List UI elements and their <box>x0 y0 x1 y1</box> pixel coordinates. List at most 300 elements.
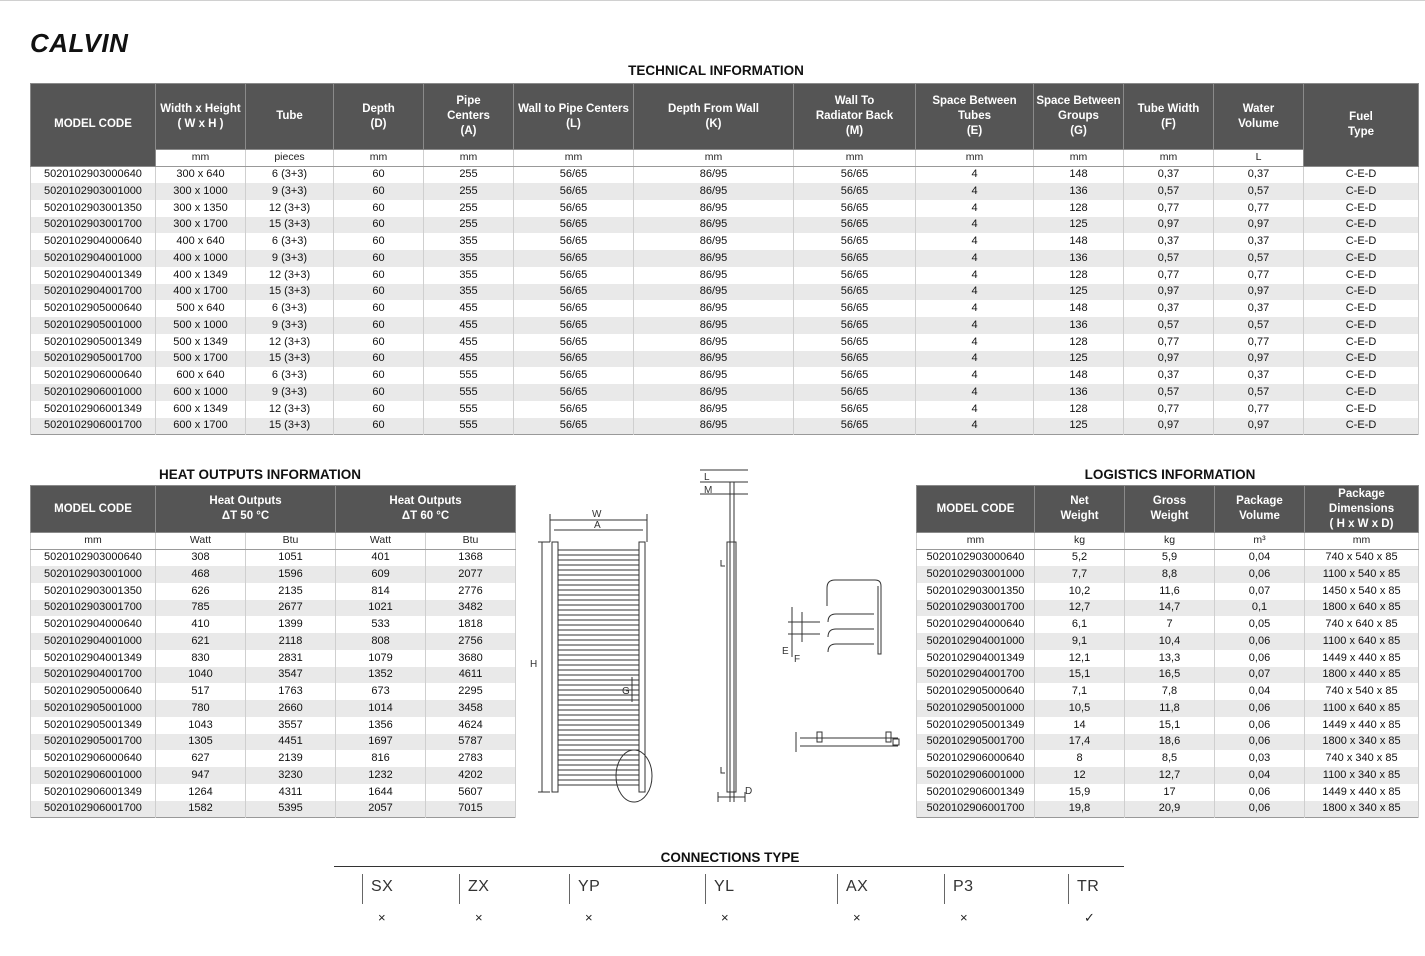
table-cell: 4 <box>916 317 1034 334</box>
table-cell: 2783 <box>426 750 516 767</box>
table-cell: C-E-D <box>1304 250 1419 267</box>
table-cell: 300 x 640 <box>156 166 246 183</box>
table-cell: 1100 x 540 x 85 <box>1305 566 1419 583</box>
table-cell: 0,97 <box>1214 217 1304 234</box>
table-cell: 255 <box>424 183 514 200</box>
check-icon: ✓ <box>1084 910 1095 925</box>
table-cell: 11,6 <box>1125 583 1215 600</box>
table-cell: 355 <box>424 233 514 250</box>
table-cell: 4 <box>916 250 1034 267</box>
table-cell: 0,57 <box>1214 183 1304 200</box>
connection-code: AX <box>846 878 869 895</box>
table-row <box>917 616 1419 633</box>
table-cell: 125 <box>1034 217 1124 234</box>
table-row <box>31 767 516 784</box>
cross-icon: × <box>378 910 386 925</box>
column-header: Wall To Radiator Back (M) <box>794 84 916 150</box>
table-cell: 300 x 1000 <box>156 183 246 200</box>
table-cell: 12 (3+3) <box>246 267 334 284</box>
cross-icon: × <box>853 910 861 925</box>
table-cell: 86/95 <box>634 418 794 435</box>
radiator-tube <box>558 650 639 655</box>
table-cell: 86/95 <box>634 200 794 217</box>
table-row <box>31 700 516 717</box>
table-cell: 10,5 <box>1035 700 1125 717</box>
table-cell: 5020102904000640 <box>31 616 156 633</box>
radiator-tube <box>558 660 639 665</box>
table-row <box>917 683 1419 700</box>
table-cell: 600 x 1349 <box>156 401 246 418</box>
table-cell: 255 <box>424 200 514 217</box>
table-cell: 1356 <box>336 717 426 734</box>
table-cell: 5020102903001350 <box>917 583 1035 600</box>
table-cell: 2139 <box>246 750 336 767</box>
unit-cell: mm <box>1124 150 1214 167</box>
table-cell: 0,57 <box>1214 384 1304 401</box>
table-cell: 56/65 <box>514 217 634 234</box>
table-cell: 5020102903001700 <box>917 600 1035 617</box>
connection-type-p3 <box>944 874 1004 924</box>
connection-type-ax <box>837 874 897 924</box>
table-cell: 56/65 <box>514 300 634 317</box>
table-cell: 300 x 1350 <box>156 200 246 217</box>
table-cell: C-E-D <box>1304 284 1419 301</box>
table-row <box>31 267 1419 284</box>
table-cell: 0,57 <box>1214 250 1304 267</box>
table-cell: 56/65 <box>514 418 634 435</box>
table-cell: 60 <box>334 351 424 368</box>
table-row <box>31 233 1419 250</box>
table-cell: 86/95 <box>634 233 794 250</box>
table-cell: 12 (3+3) <box>246 401 334 418</box>
connection-code: YP <box>578 878 601 895</box>
unit-cell: mm <box>156 150 246 167</box>
unit-cell: mm <box>1305 533 1419 550</box>
table-cell: 1399 <box>246 616 336 633</box>
column-header: Tube Width (F) <box>1124 84 1214 150</box>
table-row <box>31 583 516 600</box>
connection-symbol <box>837 874 883 904</box>
table-cell: 9 (3+3) <box>246 183 334 200</box>
table-cell: 13,3 <box>1125 650 1215 667</box>
table-cell: 125 <box>1034 284 1124 301</box>
table-cell: 5020102904001000 <box>31 250 156 267</box>
table-cell: 5395 <box>246 801 336 818</box>
table-cell: C-E-D <box>1304 166 1419 183</box>
table-cell: 56/65 <box>514 401 634 418</box>
table-cell: 0,97 <box>1124 418 1214 435</box>
table-cell: 15 (3+3) <box>246 284 334 301</box>
table-cell: 1305 <box>156 734 246 751</box>
table-cell: 5607 <box>426 784 516 801</box>
table-cell: 0,03 <box>1215 750 1305 767</box>
table-cell: 5020102905001700 <box>31 351 156 368</box>
table-cell: 500 x 1000 <box>156 317 246 334</box>
table-cell: 400 x 640 <box>156 233 246 250</box>
table-cell: C-E-D <box>1304 267 1419 284</box>
table-cell: 125 <box>1034 418 1124 435</box>
table-row <box>31 633 516 650</box>
table-cell: 5020102903001350 <box>31 200 156 217</box>
table-cell: 4 <box>916 200 1034 217</box>
table-cell: 128 <box>1034 200 1124 217</box>
table-cell: 5020102906001700 <box>31 418 156 435</box>
table-row <box>31 801 516 818</box>
column-header: Gross Weight <box>1125 486 1215 533</box>
table-cell: 56/65 <box>794 250 916 267</box>
units-row <box>917 533 1419 550</box>
table-cell: 5020102906001000 <box>917 767 1035 784</box>
unit-cell: m³ <box>1215 533 1305 550</box>
unit-cell: mm <box>31 533 156 550</box>
table-cell: 5020102903001000 <box>31 566 156 583</box>
label-a: A <box>594 520 601 531</box>
table-cell: 136 <box>1034 317 1124 334</box>
table-cell: 500 x 640 <box>156 300 246 317</box>
column-header: Water Volume <box>1214 84 1304 150</box>
table-cell: 0,97 <box>1124 284 1214 301</box>
table-cell: 740 x 540 x 85 <box>1305 683 1419 700</box>
table-row <box>917 633 1419 650</box>
table-cell: 0,77 <box>1214 200 1304 217</box>
table-cell: 1449 x 440 x 85 <box>1305 784 1419 801</box>
table-cell: 5020102905000640 <box>31 300 156 317</box>
table-cell: 4 <box>916 367 1034 384</box>
table-cell: 2831 <box>246 650 336 667</box>
table-cell: 5020102903000640 <box>31 549 156 566</box>
table-cell: C-E-D <box>1304 367 1419 384</box>
table-cell: 0,97 <box>1124 217 1214 234</box>
table-row <box>31 566 516 583</box>
table-cell: 86/95 <box>634 267 794 284</box>
table-cell: 7,1 <box>1035 683 1125 700</box>
table-cell: 1040 <box>156 667 246 684</box>
table-cell: 56/65 <box>794 401 916 418</box>
table-cell: 1450 x 540 x 85 <box>1305 583 1419 600</box>
connection-code: TR <box>1077 878 1100 895</box>
table-cell: C-E-D <box>1304 200 1419 217</box>
table-cell: 4 <box>916 351 1034 368</box>
table-cell: 0,77 <box>1214 401 1304 418</box>
table-row <box>31 650 516 667</box>
table-cell: 86/95 <box>634 284 794 301</box>
table-cell: 0,77 <box>1124 200 1214 217</box>
table-cell: 816 <box>336 750 426 767</box>
table-cell: 128 <box>1034 401 1124 418</box>
table-cell: 517 <box>156 683 246 700</box>
table-cell: 1800 x 340 x 85 <box>1305 734 1419 751</box>
table-row <box>31 200 1419 217</box>
table-cell: 555 <box>424 401 514 418</box>
table-cell: 5020102905001349 <box>31 334 156 351</box>
table-cell: 4 <box>916 300 1034 317</box>
column-header: Width x Height ( W x H ) <box>156 84 246 150</box>
table-row <box>917 767 1419 784</box>
table-cell: 673 <box>336 683 426 700</box>
table-cell: 4 <box>916 166 1034 183</box>
table-cell: 17 <box>1125 784 1215 801</box>
table-cell: 1100 x 640 x 85 <box>1305 700 1419 717</box>
table-cell: 4 <box>916 334 1034 351</box>
connection-type-tr <box>1068 874 1128 924</box>
table-cell: 56/65 <box>794 384 916 401</box>
table-row <box>31 750 516 767</box>
table-cell: 5020102906000640 <box>31 367 156 384</box>
table-cell: 5020102904000640 <box>917 616 1035 633</box>
table-cell: 15,1 <box>1125 717 1215 734</box>
table-cell: C-E-D <box>1304 217 1419 234</box>
table-cell: 86/95 <box>634 217 794 234</box>
table-cell: 400 x 1700 <box>156 284 246 301</box>
table-cell: 5020102906001700 <box>31 801 156 818</box>
top-rule <box>0 0 1425 1</box>
table-cell: C-E-D <box>1304 384 1419 401</box>
table-cell: 1014 <box>336 700 426 717</box>
table-cell: 2295 <box>426 683 516 700</box>
table-cell: 5787 <box>426 734 516 751</box>
table-cell: 5020102904000640 <box>31 233 156 250</box>
table-cell: 355 <box>424 284 514 301</box>
table-row <box>31 284 1419 301</box>
cross-icon: × <box>475 910 483 925</box>
table-cell: 1697 <box>336 734 426 751</box>
column-header: Pipe Centers (A) <box>424 84 514 150</box>
table-cell: 6,1 <box>1035 616 1125 633</box>
table-cell: 128 <box>1034 267 1124 284</box>
table-cell: 86/95 <box>634 317 794 334</box>
table-cell: 20,9 <box>1125 801 1215 818</box>
radiator-tube <box>558 700 639 705</box>
table-cell: 5020102905001700 <box>917 734 1035 751</box>
unit-cell: kg <box>1125 533 1215 550</box>
table-cell: 10,4 <box>1125 633 1215 650</box>
table-cell: 5020102906001000 <box>31 384 156 401</box>
table-cell: 2057 <box>336 801 426 818</box>
table-cell: 128 <box>1034 334 1124 351</box>
label-f: F <box>794 654 801 665</box>
table-cell: 5020102905000640 <box>917 683 1035 700</box>
table-cell: 12 (3+3) <box>246 334 334 351</box>
table-cell: 19,8 <box>1035 801 1125 818</box>
cross-icon: × <box>960 910 968 925</box>
table-cell: 947 <box>156 767 246 784</box>
table-cell: 56/65 <box>794 166 916 183</box>
table-cell: 86/95 <box>634 367 794 384</box>
table-cell: 5020102904001349 <box>917 650 1035 667</box>
table-cell: 9 (3+3) <box>246 250 334 267</box>
unit-cell: mm <box>794 150 916 167</box>
table-cell: 148 <box>1034 166 1124 183</box>
radiator-tube <box>558 720 639 725</box>
connections-title: CONNECTIONS TYPE <box>660 850 800 865</box>
table-cell: 5020102904001700 <box>31 284 156 301</box>
table-cell: 0,06 <box>1215 700 1305 717</box>
column-header: Space Between Tubes (E) <box>916 84 1034 150</box>
table-cell: 0,77 <box>1214 267 1304 284</box>
table-cell: 125 <box>1034 351 1124 368</box>
table-cell: 56/65 <box>794 418 916 435</box>
table-cell: C-E-D <box>1304 334 1419 351</box>
table-cell: 600 x 1000 <box>156 384 246 401</box>
table-cell: 60 <box>334 183 424 200</box>
table-cell: 5020102906001349 <box>31 784 156 801</box>
table-cell: 86/95 <box>634 401 794 418</box>
radiator-tube <box>558 600 639 605</box>
table-cell: 455 <box>424 351 514 368</box>
radiator-tube <box>558 630 639 635</box>
table-cell: 3230 <box>246 767 336 784</box>
table-cell: 1449 x 440 x 85 <box>1305 650 1419 667</box>
table-cell: 5020102905001349 <box>31 717 156 734</box>
table-cell: 86/95 <box>634 300 794 317</box>
table-cell: 86/95 <box>634 384 794 401</box>
table-cell: 86/95 <box>634 250 794 267</box>
table-cell: 2776 <box>426 583 516 600</box>
table-cell: 5020102906001700 <box>917 801 1035 818</box>
table-cell: 4 <box>916 384 1034 401</box>
table-cell: 1079 <box>336 650 426 667</box>
table-cell: 0,07 <box>1215 583 1305 600</box>
unit-cell: Btu <box>426 533 516 550</box>
table-cell: 8 <box>1035 750 1125 767</box>
column-header: MODEL CODE <box>31 486 156 533</box>
table-cell: 56/65 <box>794 183 916 200</box>
table-cell: 400 x 1000 <box>156 250 246 267</box>
table-cell: 1763 <box>246 683 336 700</box>
table-cell: 3547 <box>246 667 336 684</box>
table-row <box>31 717 516 734</box>
label-m: M <box>704 485 713 496</box>
table-cell: 1818 <box>426 616 516 633</box>
column-header: Heat Outputs ΔT 60 °C <box>336 486 516 533</box>
table-cell: 136 <box>1034 183 1124 200</box>
table-cell: 0,57 <box>1214 317 1304 334</box>
table-cell: 1051 <box>246 549 336 566</box>
table-cell: 7015 <box>426 801 516 818</box>
table-cell: 4 <box>916 401 1034 418</box>
table-cell: 4451 <box>246 734 336 751</box>
table-cell: 808 <box>336 633 426 650</box>
column-header: Heat Outputs ΔT 50 °C <box>156 486 336 533</box>
table-cell: 785 <box>156 600 246 617</box>
radiator-tube <box>558 640 639 645</box>
table-row <box>917 583 1419 600</box>
table-cell: 0,37 <box>1214 233 1304 250</box>
table-cell: 56/65 <box>794 300 916 317</box>
table-cell: 5020102903000640 <box>31 166 156 183</box>
table-row <box>31 401 1419 418</box>
connection-code: YL <box>714 878 735 895</box>
radiator-tube <box>558 780 639 785</box>
table-cell: 60 <box>334 166 424 183</box>
table-cell: 56/65 <box>514 267 634 284</box>
table-row <box>917 750 1419 767</box>
table-cell: 627 <box>156 750 246 767</box>
column-header: Net Weight <box>1035 486 1125 533</box>
table-cell: 5020102905001349 <box>917 717 1035 734</box>
table-cell: 0,06 <box>1215 784 1305 801</box>
unit-cell: pieces <box>246 150 334 167</box>
column-header: MODEL CODE <box>31 84 156 167</box>
table-cell: 86/95 <box>634 334 794 351</box>
table-row <box>31 616 516 633</box>
table-cell: 56/65 <box>514 200 634 217</box>
table-row <box>917 549 1419 566</box>
connection-type-yp <box>569 874 629 924</box>
label-l: L <box>704 472 710 483</box>
logistics-table <box>916 485 1419 818</box>
table-cell: 56/65 <box>794 233 916 250</box>
table-cell: 5020102904001349 <box>31 650 156 667</box>
table-cell: 6 (3+3) <box>246 166 334 183</box>
table-cell: 355 <box>424 267 514 284</box>
table-cell: 7 <box>1125 616 1215 633</box>
table-row <box>917 717 1419 734</box>
table-row <box>917 600 1419 617</box>
table-cell: 1449 x 440 x 85 <box>1305 717 1419 734</box>
table-cell: 1800 x 440 x 85 <box>1305 667 1419 684</box>
table-cell: 56/65 <box>514 284 634 301</box>
table-row <box>31 217 1419 234</box>
label-g: G <box>622 686 630 697</box>
table-cell: 17,4 <box>1035 734 1125 751</box>
table-cell: 16,5 <box>1125 667 1215 684</box>
table-row <box>917 700 1419 717</box>
table-cell: 60 <box>334 401 424 418</box>
radiator-tube <box>558 550 639 555</box>
table-cell: 555 <box>424 384 514 401</box>
cross-icon: × <box>721 910 729 925</box>
unit-cell: mm <box>424 150 514 167</box>
radiator-tube <box>558 580 639 585</box>
table-cell: 56/65 <box>794 317 916 334</box>
table-cell: 5020102905001000 <box>31 317 156 334</box>
table-cell: 1264 <box>156 784 246 801</box>
table-cell: 18,6 <box>1125 734 1215 751</box>
radiator-tube <box>558 730 639 735</box>
table-cell: 12,1 <box>1035 650 1125 667</box>
table-cell: 0,04 <box>1215 683 1305 700</box>
unit-cell: mm <box>334 150 424 167</box>
table-cell: 56/65 <box>514 183 634 200</box>
connection-symbol <box>1068 874 1114 904</box>
logistics-title: LOGISTICS INFORMATION <box>1084 467 1256 482</box>
table-cell: 533 <box>336 616 426 633</box>
table-cell: 56/65 <box>794 284 916 301</box>
table-cell: 56/65 <box>514 250 634 267</box>
unit-cell: Watt <box>156 533 246 550</box>
table-cell: 0,57 <box>1124 384 1214 401</box>
table-cell: 401 <box>336 549 426 566</box>
table-cell: C-E-D <box>1304 401 1419 418</box>
table-cell: 2677 <box>246 600 336 617</box>
table-cell: 4624 <box>426 717 516 734</box>
table-cell: 12 <box>1035 767 1125 784</box>
technical-table <box>30 83 1419 435</box>
table-cell: 0,37 <box>1214 166 1304 183</box>
unit-cell: Watt <box>336 533 426 550</box>
table-row <box>31 317 1419 334</box>
table-cell: 814 <box>336 583 426 600</box>
radiator-tube <box>558 680 639 685</box>
table-cell: 455 <box>424 334 514 351</box>
connection-symbol <box>944 874 990 904</box>
table-cell: 0,37 <box>1124 367 1214 384</box>
table-cell: 0,1 <box>1215 600 1305 617</box>
table-cell: C-E-D <box>1304 233 1419 250</box>
table-cell: 600 x 1700 <box>156 418 246 435</box>
table-cell: 5020102906000640 <box>31 750 156 767</box>
